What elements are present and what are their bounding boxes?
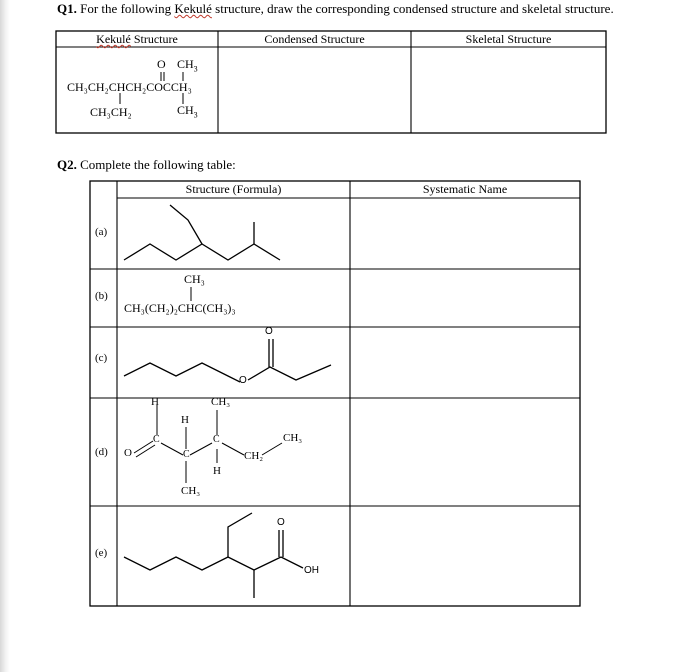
q1-number: Q1. (57, 1, 77, 16)
q2-number: Q2. (57, 157, 77, 172)
structure-c-skeleton-2 (248, 365, 331, 380)
q1-header-condensed: Condensed Structure (264, 32, 365, 46)
structure-d-ch3-right: CH₃ (283, 432, 303, 444)
q1-header-kekule-word: Kekulé (96, 32, 131, 46)
structure-d-h1: H (151, 396, 159, 408)
q1-kekule-branch-right-ch: CH (177, 103, 194, 117)
q1-kekule-main: CH₃CH₂CHCH₂COCCH₃ (67, 80, 192, 94)
structure-e-oh: OH (304, 565, 319, 576)
row-label-e: (e) (95, 547, 108, 559)
structure-c-skeleton (124, 363, 240, 382)
structure-a-branch-1 (170, 205, 202, 244)
q1-kekule-o: O (157, 57, 166, 71)
q1-kekule-branch-right (177, 103, 198, 119)
q2-prompt-text: Complete the following table: (80, 157, 236, 172)
structure-c-carbonyl-o: O (265, 326, 273, 337)
structure-e-branch-top (228, 513, 252, 557)
row-label-b: (b) (95, 290, 108, 302)
q1-header-skeletal: Skeletal Structure (465, 32, 552, 46)
structure-b-top-ch3: CH₃ (184, 272, 205, 286)
structure-d-ch3-bottom: CH₃ (181, 485, 201, 497)
q1-prompt-before: For the following (80, 1, 175, 16)
q1-header-kekule (56, 32, 218, 47)
q2-table-border (90, 181, 580, 606)
structure-d-o: O (124, 447, 132, 459)
structure-e-oh-bond (281, 557, 303, 568)
structure-d-h2: H (181, 414, 189, 426)
q1-kekule-branch-left: CH₃CH₂ (90, 105, 132, 119)
structure-d-ch2: CH₂ (244, 450, 264, 462)
structure-e-skeleton (124, 557, 281, 570)
q1-kekule-top-ch3 (177, 57, 198, 73)
structure-e-carbonyl-o: O (277, 517, 285, 528)
q2-header-name: Systematic Name (422, 182, 508, 196)
structure-a-skeleton (124, 244, 280, 260)
structure-c-ester-o: O (239, 375, 247, 386)
structure-b-formula: CH₃(CH₂)₂CHC(CH₃)₃ (124, 301, 236, 315)
structure-d-c2: C (213, 434, 220, 445)
row-label-c: (c) (95, 352, 108, 364)
q1-kekule-top-sub: 3 (193, 64, 198, 74)
row-label-d: (d) (95, 446, 108, 458)
structure-d-c3: C (183, 449, 190, 460)
q1-prompt-after: structure, draw the corresponding condensed structure and skeletal structure. (211, 1, 614, 16)
q1-kekule-top-ch: CH (177, 57, 194, 71)
row-label-a: (a) (95, 226, 108, 238)
q2-prompt (57, 157, 236, 173)
q1-kekule-branch-right-sub: 3 (193, 110, 198, 120)
q1-header-kekule-rest: Structure (130, 32, 178, 46)
q2-header-structure: Structure (Formula) (185, 182, 282, 196)
q1-prompt-kekule: Kekulé (174, 1, 212, 16)
structure-d-ch3-top: CH₃ (211, 396, 231, 408)
structure-d-c1: C (153, 434, 160, 445)
structure-d-h3: H (213, 465, 221, 477)
